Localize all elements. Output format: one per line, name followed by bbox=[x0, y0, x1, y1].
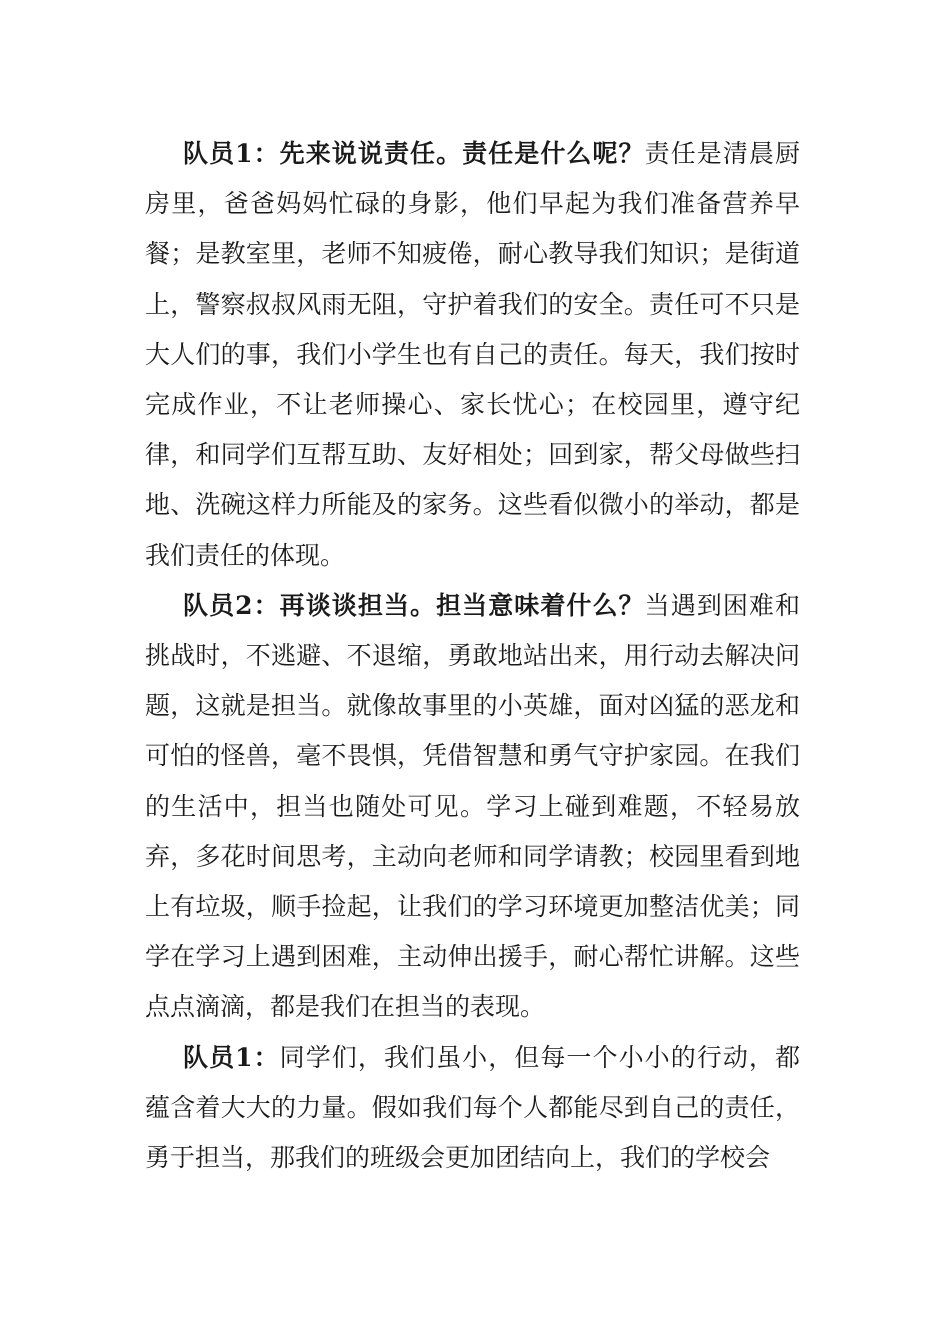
document-body bbox=[145, 129, 800, 1183]
paragraph-text: 同学们，我们虽小，但每一个小小的行动，都蕴含着大大的力量。假如我们每个人都能尽到自己的责任，勇于担当，那我们的班级会更加团结向上，我们的学校会 bbox=[145, 1042, 800, 1173]
paragraph-1 bbox=[145, 129, 800, 581]
paragraph-text: 责任是清晨厨房里，爸爸妈妈忙碌的身影，他们早起为我们准备营养早餐；是教室里，老师不知疲倦，耐心教导我们知识；是街道上，警察叔叔风雨无阻，守护着我们的安全。责任可不只是大人们的事，我们小学生也有自己的责任。每天，我们按时完成作业，不让老师操心、家长忧心；在校园里，遵守纪律，和同学们互帮互助、友好相处；回到家，帮父母做些扫地、洗碗这样力所能及的家务。这些看似微小的举动，都是我们责任的体现。 bbox=[145, 139, 800, 570]
paragraph-lead: 再谈谈担当。担当意味着什么？ bbox=[279, 590, 645, 620]
paragraph-text: 当遇到困难和挑战时，不逃避、不退缩，勇敢地站出来，用行动去解决问题，这就是担当。就像故事里的小英雄，面对凶猛的恶龙和可怕的怪兽，毫不畏惧，凭借智慧和勇气守护家园。在我们的生活中，担当也随处可见。学习上碰到难题，不轻易放弃，多花时间思考，主动向老师和同学请教；校园里看到地上有垃圾，顺手捡起，让我们的学习环境更加整洁优美；同学在学习上遇到困难，主动伸出援手，耐心帮忙讲解。这些点点滴滴，都是我们在担当的表现。 bbox=[145, 590, 800, 1022]
speaker-label: 队员1： bbox=[183, 139, 280, 168]
paragraph-2 bbox=[145, 581, 800, 1033]
speaker-label: 队员1： bbox=[183, 1042, 280, 1072]
paragraph-lead: 先来说说责任。责任是什么呢？ bbox=[279, 139, 645, 168]
speaker-label: 队员2： bbox=[183, 590, 280, 620]
paragraph-3 bbox=[145, 1033, 800, 1184]
